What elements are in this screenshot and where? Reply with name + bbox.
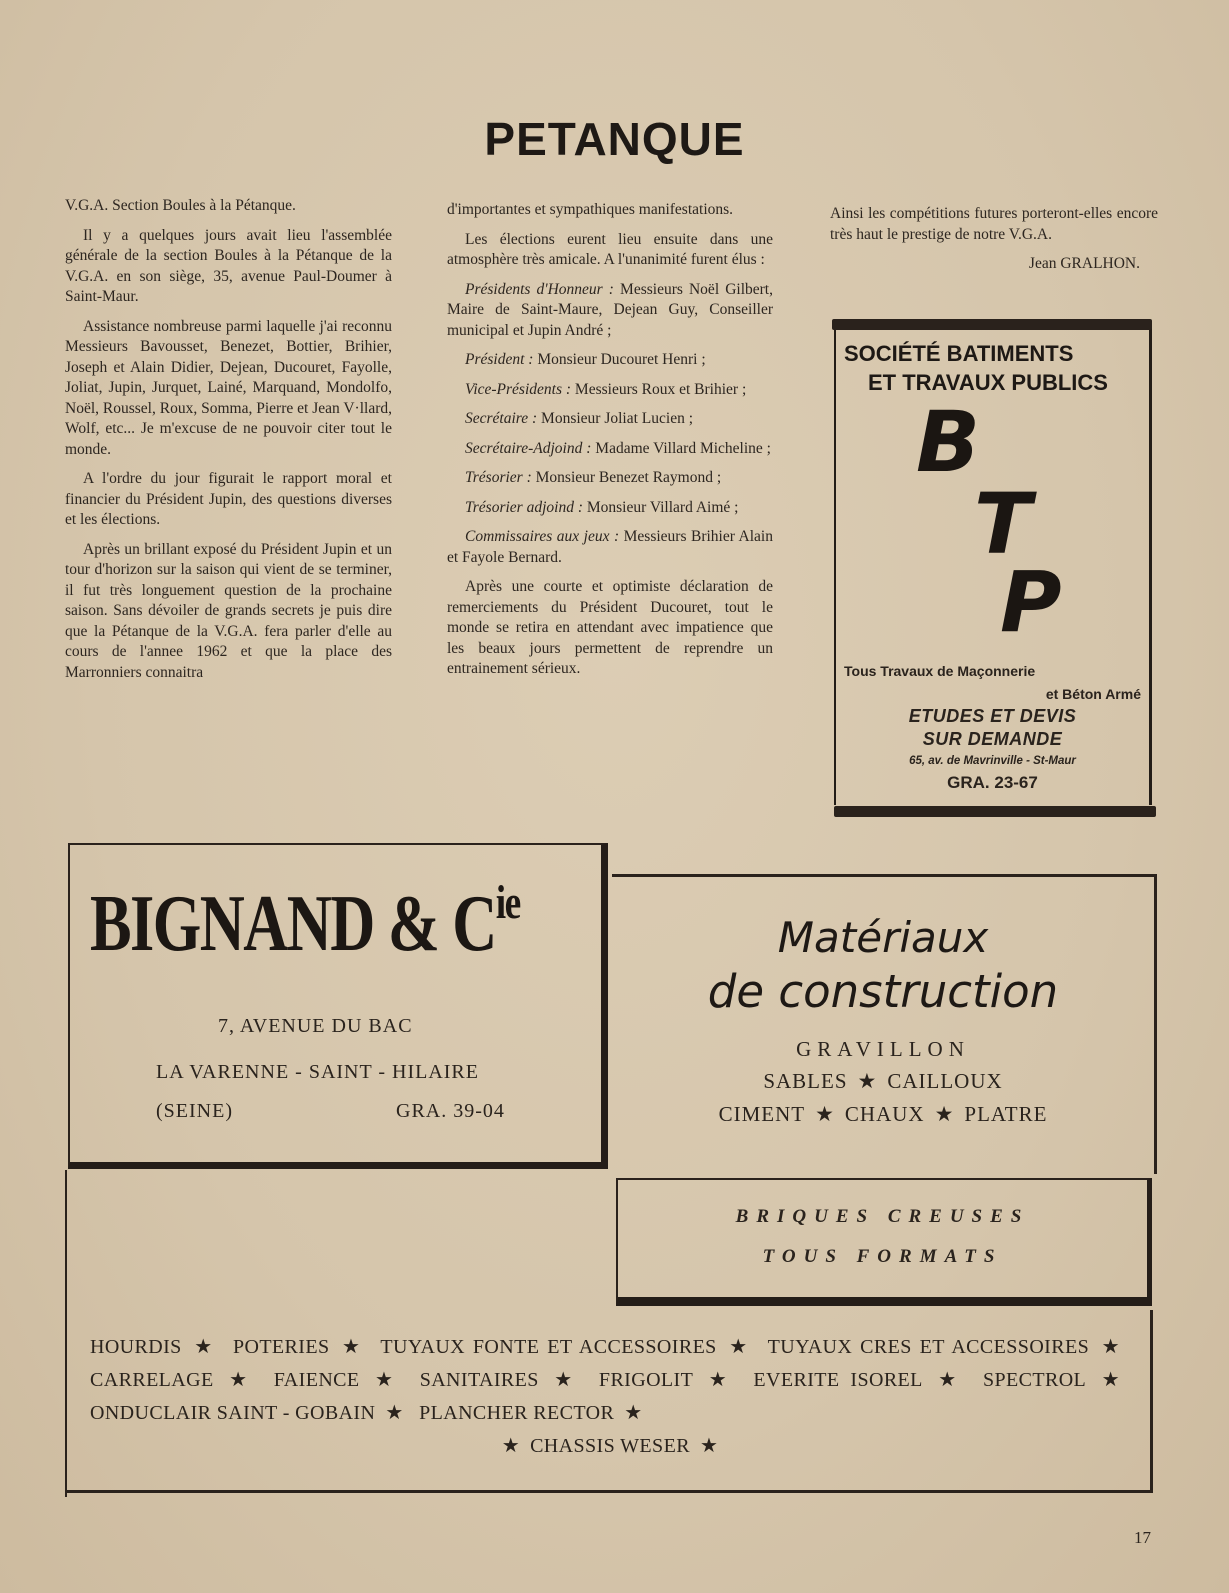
role-title: Secrétaire :	[465, 410, 538, 427]
btp-company-line1: SOCIÉTÉ BATIMENTS	[844, 341, 1074, 366]
products-list	[90, 1330, 1130, 1462]
role-title: Trésorier :	[465, 469, 532, 486]
star-icon: ★	[699, 1433, 719, 1457]
bignand-phone: GRA. 39-04	[396, 1100, 505, 1122]
materiaux-title-line2: de construction	[707, 965, 1059, 1018]
materiaux-line-sables	[612, 1069, 1154, 1094]
btp-logo-letter-t: T	[974, 475, 1032, 573]
article-paragraph: d'importantes et sympathiques manifestations.	[447, 201, 734, 218]
star-icon: ★	[815, 1102, 835, 1126]
role-names: Monsieur Villard Aimé ;	[582, 498, 739, 516]
role-names: Monsieur Joliat Lucien ;	[537, 410, 694, 427]
materiaux-gravillon: GRAVILLON	[796, 1037, 970, 1061]
article-paragraph: A l'ordre du jour figurait le rapport moral et financier du Président Jupin, des questions diverses et les élections.	[65, 470, 392, 528]
page-number: 17	[1134, 1528, 1151, 1547]
star-icon: ★	[934, 1102, 955, 1126]
bignand-name-superscript: ie	[495, 876, 520, 929]
materiaux-cailloux: CAILLOUX	[887, 1069, 1003, 1093]
product-item: FRIGOLIT	[598, 1369, 694, 1391]
materiaux-line-ciment	[612, 1102, 1154, 1127]
product-item: SANITAIRES	[419, 1369, 539, 1391]
product-item: EVERITE	[753, 1369, 840, 1391]
btp-address: 65, av. de Mavrinville - St-Maur	[909, 755, 1076, 767]
btp-etudes-line2: SUR DEMANDE	[922, 729, 1063, 749]
article-paragraph: Assistance nombreuse parmi laquelle j'ai reconnu Messieurs Bavousset, Benezet, Bottier, Brihier, Joseph et Alain Didier, Dejean, Ducouret, Fayolle, Joliat, Jupin, Jurquet, Lainé, Marquand, Mondolfo, Noël, Roussel, Roux, Somma, Pierre et Jean V·llard, Wolf, etc... Je m'excuse de ne pouvoir citer tout le monde.	[65, 317, 392, 458]
product-item: CARRELAGE	[90, 1369, 214, 1391]
product-item: CHASSIS WESER	[530, 1435, 690, 1457]
role-names: Messieurs Noël Gilbert, Maire de Saint-Maure, Dejean Guy, Conseiller municipal et Jupin André ;	[447, 280, 773, 339]
ad-border-bottom	[834, 806, 1156, 817]
star-icon: ★	[548, 1367, 579, 1391]
products-last-line	[90, 1429, 1130, 1462]
bignand-department: (SEINE)	[156, 1100, 233, 1122]
article-column-1	[65, 196, 392, 692]
btp-services-line1: Tous Travaux de Maçonnerie	[844, 663, 1036, 679]
role-title: Vice-Présidents :	[465, 380, 572, 398]
role-entry	[447, 280, 773, 342]
briques-box	[616, 1178, 1152, 1306]
role-title: Président :	[465, 351, 534, 368]
bignand-address: 7, AVENUE DU BAC	[218, 1015, 413, 1037]
btp-etudes-line1: ETUDES ET DEVIS	[908, 706, 1077, 726]
product-item: TUYAUX FONTE ET ACCESSOIRES	[380, 1336, 717, 1358]
article-column-2	[447, 200, 773, 689]
ad-border-top	[832, 319, 1152, 330]
product-item: SPECTROL	[982, 1369, 1087, 1391]
star-icon: ★	[726, 1334, 751, 1358]
btp-advertisement	[834, 325, 1152, 805]
product-item: ONDUCLAIR SAINT - GOBAIN	[90, 1402, 376, 1424]
product-item: ISOREL	[850, 1369, 923, 1391]
materiaux-title-line1: Matériaux	[777, 913, 989, 962]
page-title: PETANQUE	[484, 113, 745, 165]
role-entry	[447, 439, 773, 460]
star-icon: ★	[703, 1367, 733, 1391]
article-paragraph: Ainsi les compétitions futures porteront-elles encore très haut le prestige de notre V.G.A.	[830, 205, 1158, 243]
role-entry	[447, 409, 773, 430]
frame-line-right	[1150, 1310, 1153, 1493]
star-icon: ★	[932, 1367, 963, 1391]
star-icon: ★	[1096, 1367, 1120, 1391]
briques-line1: BRIQUES CREUSES	[735, 1206, 1030, 1227]
role-title: Secrétaire-Adjoind :	[465, 439, 592, 457]
materiaux-chaux: CHAUX	[844, 1102, 925, 1126]
role-names: Madame Villard Micheline ;	[591, 439, 771, 457]
frame-line-bottom	[65, 1490, 1153, 1493]
product-item: PLANCHER RECTOR	[419, 1402, 615, 1424]
materiaux-ciment: CIMENT	[718, 1102, 806, 1126]
star-icon: ★	[624, 1400, 643, 1424]
materiaux-platre: PLATRE	[964, 1102, 1048, 1126]
role-names: Monsieur Ducouret Henri ;	[533, 351, 706, 368]
star-icon: ★	[339, 1334, 363, 1358]
star-icon: ★	[369, 1367, 399, 1391]
bignand-name-text: BIGNAND & C	[90, 880, 496, 968]
materiaux-advertisement	[612, 874, 1157, 1174]
article-paragraph: V.G.A. Section Boules à la Pétanque.	[65, 197, 296, 214]
star-icon: ★	[223, 1367, 253, 1391]
role-entry	[447, 468, 773, 489]
role-title: Commissaires aux jeux :	[465, 528, 620, 545]
star-icon: ★	[1099, 1334, 1120, 1358]
btp-company-line2: ET TRAVAUX PUBLICS	[868, 370, 1108, 395]
bignand-advertisement	[68, 843, 608, 1169]
materiaux-sables: SABLES	[763, 1069, 848, 1093]
role-names: Monsieur Benezet Raymond ;	[531, 469, 722, 486]
article-column-3	[830, 204, 1158, 284]
btp-phone: GRA. 23-67	[947, 773, 1038, 792]
role-entry	[447, 498, 773, 519]
star-icon: ★	[857, 1069, 878, 1093]
role-entry	[447, 350, 773, 371]
role-entry	[447, 380, 773, 401]
product-item: FAIENCE	[273, 1369, 360, 1391]
bignand-company-name	[90, 875, 520, 970]
btp-services-line2: et Béton Armé	[1045, 686, 1141, 702]
product-item: POTERIES	[232, 1336, 330, 1358]
bignand-city: LA VARENNE - SAINT - HILAIRE	[156, 1061, 479, 1083]
role-names: Messieurs Roux et Brihier ;	[571, 380, 747, 398]
star-icon: ★	[191, 1334, 216, 1358]
role-names: Messieurs Brihier Alain et Fayole Bernard.	[447, 528, 773, 566]
briques-line2: TOUS FORMATS	[762, 1246, 1003, 1267]
article-paragraph: Les élections eurent lieu ensuite dans une atmosphère très amicale. A l'unanimité furent élus :	[447, 230, 773, 268]
role-title: Présidents d'Honneur :	[465, 280, 614, 298]
star-icon: ★	[501, 1433, 521, 1457]
frame-line-left	[65, 1170, 67, 1497]
article-paragraph: Après un brillant exposé du Président Jupin et un tour d'horizon sur la saison qui vient de se terminer, il fut très longuement question de la prochaine saison. Sans dévoiler de grands secrets je puis dire que la Pétanque de la V.G.A. fera parler d'elle au cours de l'annee 1962 et que la place des Marronniers connaitra	[65, 540, 392, 681]
author-signature: Jean GRALHON.	[1028, 255, 1140, 272]
product-item: HOURDIS	[90, 1336, 182, 1358]
role-title: Trésorier adjoind :	[465, 498, 583, 516]
article-paragraph: Il y a quelques jours avait lieu l'assemblée générale de la section Boules à la Pétanque de la V.G.A. en son siège, 35, avenue Paul-Doumer à Saint-Maur.	[65, 226, 392, 305]
btp-logo-letter-p: P	[1000, 553, 1062, 651]
star-icon: ★	[385, 1400, 404, 1424]
btp-logo-letter-b: B	[916, 393, 981, 491]
article-paragraph: Après une courte et optimiste déclaration de remerciements du Président Ducouret, tout le monde se retira en attendant avec impatience que les beaux jours permettent de reprendre un entrainement sérieux.	[447, 578, 773, 677]
product-item: TUYAUX CRES ET ACCESSOIRES	[767, 1336, 1090, 1358]
role-entry	[447, 527, 773, 568]
